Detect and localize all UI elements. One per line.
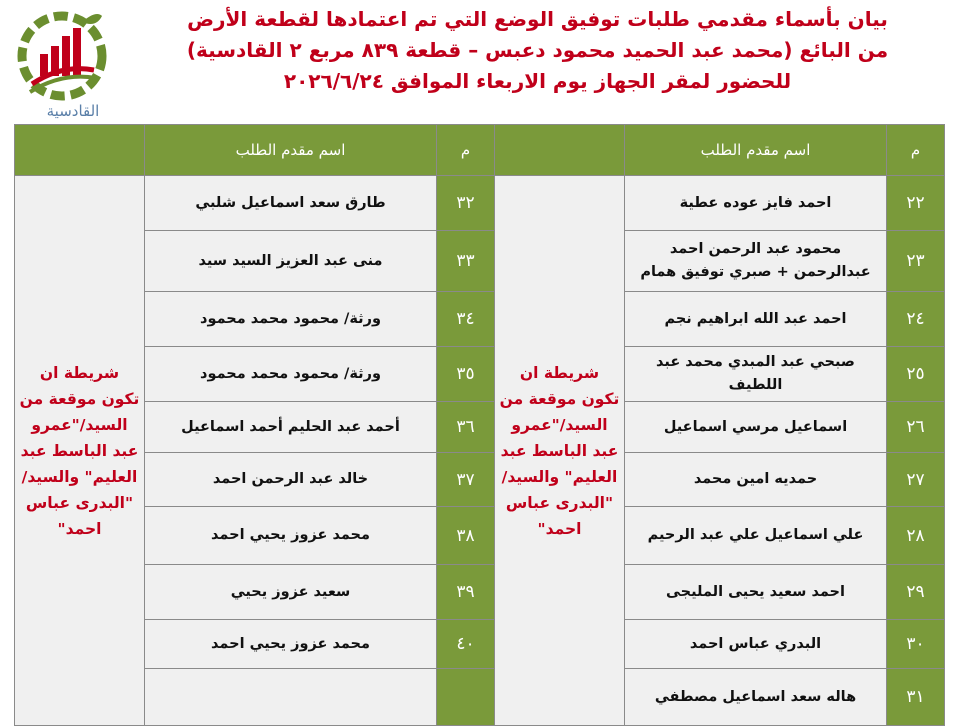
heading-line-1: بيان بأسماء مقدمي طلبات توفيق الوضع التي تم اعتمادها لقطعة الأرض: [187, 7, 888, 31]
applicant-name: خالد عبد الرحمن احمد: [145, 453, 437, 507]
logo-name: القادسية: [46, 102, 100, 120]
table-row: [15, 176, 945, 231]
table-row: [15, 565, 945, 620]
row-number: ٣٠: [887, 620, 945, 669]
header-num-left: م: [437, 125, 495, 176]
table-row: [15, 620, 945, 669]
row-number: ٣٤: [437, 292, 495, 347]
condition-note-left: شريطة ان تكون موقعة من السيد/"عمرو عبد الباسط عبد العليم" والسيد/ "البدرى عباس احمد": [15, 176, 145, 726]
header-note-left: [15, 125, 145, 176]
header-name-right: اسم مقدم الطلب: [625, 125, 887, 176]
applicant-name: البدري عباس احمد: [625, 620, 887, 669]
row-number: ٣٥: [437, 347, 495, 402]
table-row: [15, 453, 945, 507]
table-row: [15, 402, 945, 453]
applicant-name: ورثة/ محمود محمد محمود: [145, 347, 437, 402]
row-number: ٢٥: [887, 347, 945, 402]
applicant-name: منى عبد العزيز السيد سيد: [145, 231, 437, 292]
applicant-name: احمد سعيد يحيى المليجى: [625, 565, 887, 620]
row-number: ٢٧: [887, 453, 945, 507]
applicant-name: علي اسماعيل علي عبد الرحيم: [625, 507, 887, 565]
row-number: ٣٨: [437, 507, 495, 565]
row-number: ٣٢: [437, 176, 495, 231]
condition-note-right: شريطة ان تكون موقعة من السيد/"عمرو عبد الباسط عبد العليم" والسيد/ "البدرى عباس احمد": [495, 176, 625, 726]
page-heading: [130, 4, 945, 97]
applicant-name: طارق سعد اسماعيل شلبي: [145, 176, 437, 231]
row-number: ٢٩: [887, 565, 945, 620]
row-number: ٢٦: [887, 402, 945, 453]
applicant-name: [145, 669, 437, 726]
heading-line-2: من البائع (محمد عبد الحميد محمود دعبس – قطعة ٨٣٩ مربع ٢ القادسية): [186, 38, 889, 62]
heading-line-3: للحضور لمقر الجهاز يوم الاربعاء الموافق ٢٠٢٦/٦/٢٤: [283, 69, 792, 93]
header-note-right: [495, 125, 625, 176]
row-number: ٢٤: [887, 292, 945, 347]
row-number: ٣٣: [437, 231, 495, 292]
applicant-name: سعيد عزوز يحيي: [145, 565, 437, 620]
row-number: [437, 669, 495, 726]
gear-logo-icon: [10, 6, 110, 106]
table-row: [15, 507, 945, 565]
table-header-row: [15, 125, 945, 176]
row-number: ٣٩: [437, 565, 495, 620]
row-number: ٢٣: [887, 231, 945, 292]
row-number: ٢٢: [887, 176, 945, 231]
header-num-right: م: [887, 125, 945, 176]
applicant-name: حمديه امين محمد: [625, 453, 887, 507]
applicant-name: ورثة/ محمود محمد محمود: [145, 292, 437, 347]
row-number: ٤٠: [437, 620, 495, 669]
applicant-name: هاله سعد اسماعيل مصطفي: [625, 669, 887, 726]
row-number: ٢٨: [887, 507, 945, 565]
logo: [10, 6, 110, 120]
applicant-name: محمد عزوز يحيي احمد: [145, 620, 437, 669]
row-number: ٣٦: [437, 402, 495, 453]
applicant-name: احمد فايز عوده عطية: [625, 176, 887, 231]
table-row: [15, 669, 945, 726]
applicant-name: محمد عزوز يحيي احمد: [145, 507, 437, 565]
applicant-name: احمد عبد الله ابراهيم نجم: [625, 292, 887, 347]
applicant-name: أحمد عبد الحليم أحمد اسماعيل: [145, 402, 437, 453]
table-row: [15, 231, 945, 292]
row-number: ٣١: [887, 669, 945, 726]
applicants-table: [14, 124, 945, 726]
row-number: ٣٧: [437, 453, 495, 507]
applicant-name: محمود عبد الرحمن احمد عبدالرحمن + صبري توفيق همام: [625, 231, 887, 292]
applicant-name: صبحي عبد المبدي محمد عبد اللطيف: [625, 347, 887, 402]
applicant-name: اسماعيل مرسي اسماعيل: [625, 402, 887, 453]
table-row: [15, 347, 945, 402]
table-row: [15, 292, 945, 347]
header-name-left: اسم مقدم الطلب: [145, 125, 437, 176]
